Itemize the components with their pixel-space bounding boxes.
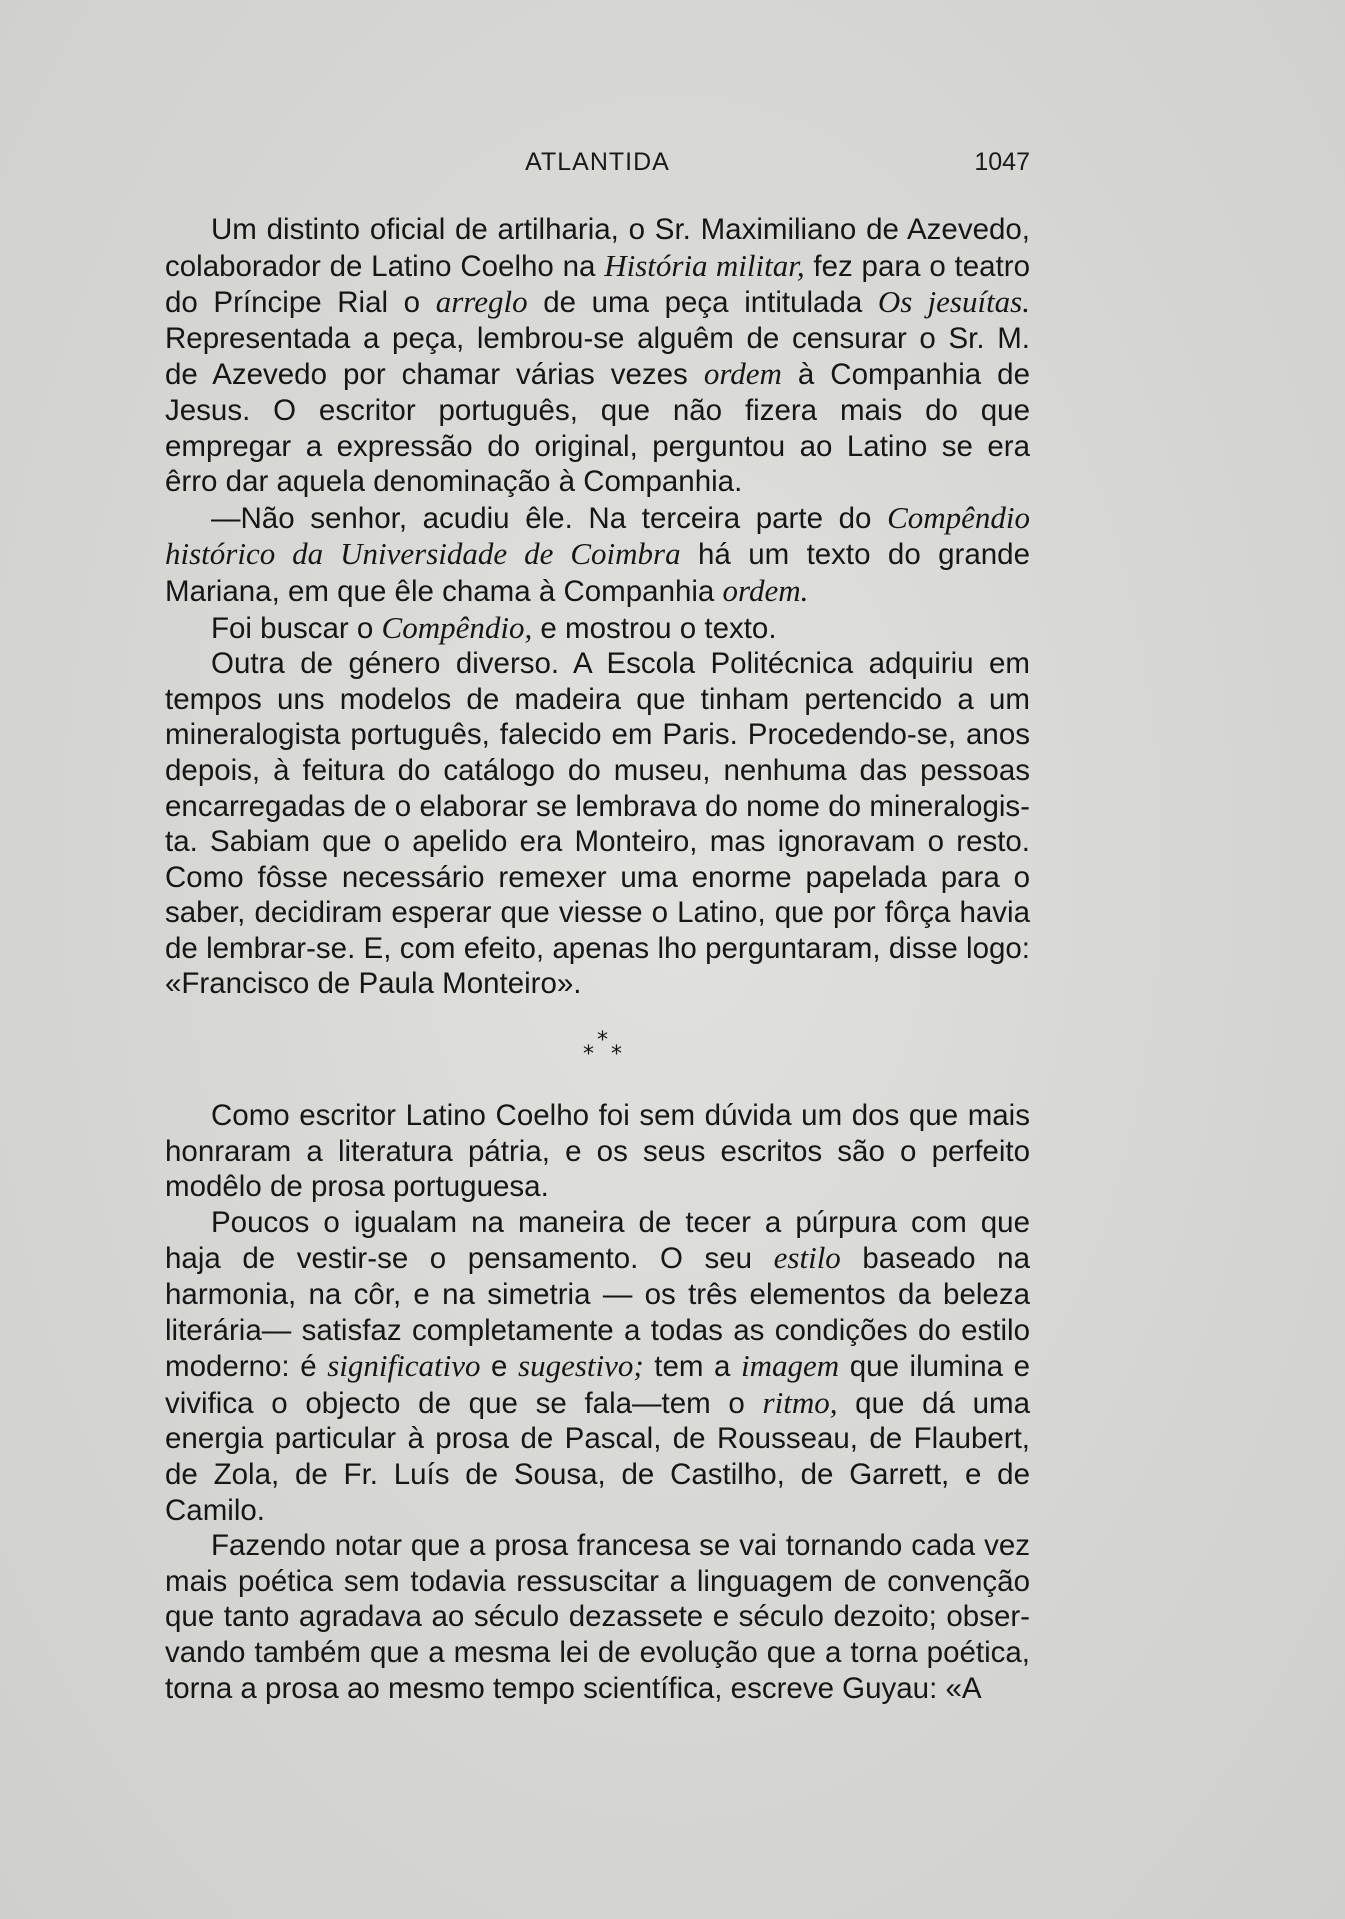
paragraph bbox=[165, 1528, 1030, 1706]
italic-phrase: Compêndio, bbox=[381, 609, 533, 645]
body-text bbox=[165, 212, 1030, 1706]
page-number: 1047 bbox=[974, 148, 1030, 176]
text-run: Um distinto oficial de artilharia, o Sr. Maximiliano de Azevedo, colaborador de Latino Coelho na bbox=[165, 213, 1030, 283]
italic-phrase: imagem bbox=[741, 1348, 840, 1384]
paragraph bbox=[165, 212, 1030, 500]
italic-phrase: estilo bbox=[773, 1240, 841, 1276]
text-section-2 bbox=[165, 1098, 1030, 1706]
italic-phrase: ordem bbox=[703, 356, 782, 392]
italic-phrase: Compêndio histórico da Universidade de Coimbra bbox=[165, 499, 1030, 572]
asterism-divider bbox=[165, 1014, 1030, 1084]
italic-phrase: Os jesuítas. bbox=[877, 284, 1030, 320]
text-run: à Companhia de Jesus. O escritor português, que não fizera mais do que empregar a expressão do original, perguntou ao Latino se era êrro dar aquela denominação à Companhia. bbox=[165, 358, 1030, 499]
text-run: Como escritor Latino Coelho foi sem dúvida um dos que mais honraram a literatura pátria, e os seus escritos são o perfeito modêlo de prosa portuguesa. bbox=[165, 1099, 1030, 1204]
text-run: Foi buscar o bbox=[211, 611, 382, 645]
asterisk-icon: * bbox=[611, 1042, 622, 1068]
text-section-1 bbox=[165, 212, 1030, 1002]
text-run: tem a bbox=[643, 1350, 742, 1384]
page-header bbox=[165, 148, 1030, 188]
paragraph bbox=[165, 500, 1030, 610]
paragraph bbox=[165, 1098, 1030, 1205]
asterisk-icon: * bbox=[597, 1028, 608, 1054]
italic-phrase: arreglo bbox=[435, 284, 528, 320]
italic-phrase: ordem. bbox=[722, 572, 809, 608]
text-run: que dá uma energia particular à prosa de Pascal, de Rousseau, de Flaubert, de Zola, de Fr. Luís de Sousa, de Castilho, de Garrett, e de Camilo. bbox=[165, 1386, 1031, 1527]
text-run: e mostrou o texto. bbox=[532, 611, 777, 645]
italic-phrase: História militar, bbox=[604, 247, 805, 283]
paragraph bbox=[165, 646, 1030, 1002]
text-run: —Não senhor, acudiu êle. Na terceira parte do bbox=[211, 501, 888, 535]
text-run: que ilumina e vivifica o objecto de que se fala—tem o bbox=[165, 1350, 1030, 1420]
text-run: baseado na harmonia, na côr, e na simetria — os três elementos da beleza literária— satisfaz completamente a todas as condições do estilo moderno: é bbox=[165, 1242, 1030, 1384]
paragraph bbox=[165, 1205, 1030, 1528]
text-run: fez para o teatro do Príncipe Rial o bbox=[165, 249, 1030, 320]
text-run: Fazendo notar que a prosa francesa se vai tornando cada vez mais poética sem todavia ressuscitar a linguagem de convenção que tanto agradava ao século dezassete e século dezoito; observando também que a mesma lei de evolução que a torna poética, torna a prosa ao mesmo tempo scientífica, escreve Guyau: «A bbox=[165, 1529, 1030, 1705]
italic-phrase: sugestivo; bbox=[518, 1348, 644, 1384]
text-run: de uma peça intitulada bbox=[527, 286, 878, 320]
italic-phrase: ritmo, bbox=[762, 1384, 838, 1420]
italic-phrase: significativo bbox=[327, 1348, 481, 1384]
paragraph bbox=[165, 610, 1030, 647]
text-run: Poucos o igualam na maneira de tecer a púrpura com que haja de vestir-se o pensamento. O seu bbox=[165, 1205, 1030, 1276]
text-run: Representada a peça, lembrou-se alguêm de censurar o Sr. M. de Azevedo por chamar várias vezes bbox=[165, 321, 1030, 392]
text-run: e bbox=[480, 1350, 519, 1384]
text-run: Outra de género diverso. A Escola Politécnica adquiriu em tempos uns modelos de madeira que tinham pertencido a um mineralogista português, falecido em Paris. Procedendo-se, anos depois, à feitura do catálogo do museu, nenhuma das pessoas encarregadas de o elaborar se lembrava do nome do mineralogista. Sabiam que o apelido era Monteiro, mas ignoravam o resto. Como fôsse necessário remexer uma enorme papelada para o saber, decidiram esperar que viesse o Latino, que por fôrça havia de lembrar-se. E, com efeito, apenas lho perguntaram, disse logo: «Francisco de Paula Monteiro». bbox=[165, 647, 1030, 1001]
asterisk-icon: * bbox=[583, 1042, 594, 1068]
running-title: ATLANTIDA bbox=[525, 148, 670, 176]
text-run: há um texto do grande Mariana, em que êle chama à Companhia bbox=[165, 538, 1031, 608]
